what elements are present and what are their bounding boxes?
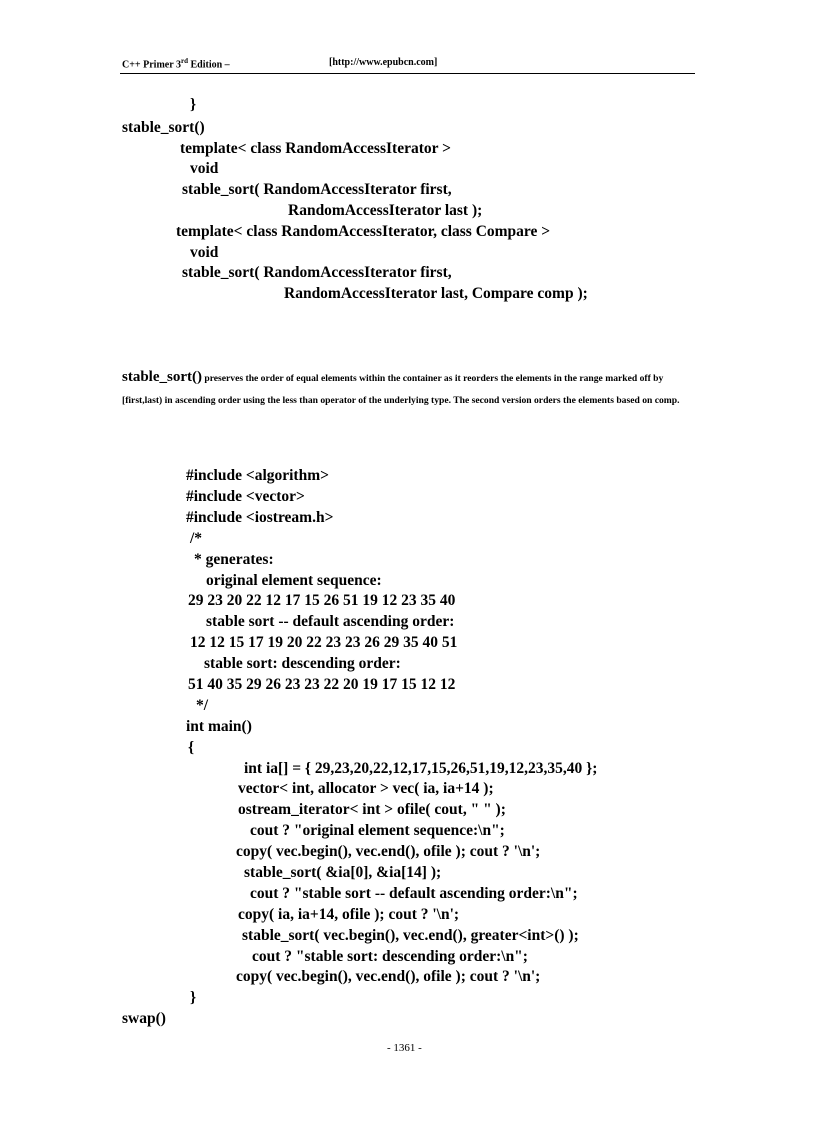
code-line: /* xyxy=(190,530,203,547)
code-line: RandomAccessIterator last ); xyxy=(288,202,483,219)
code-line: copy( vec.begin(), vec.end(), ofile ); cout ? '\n'; xyxy=(236,968,541,985)
code-line: 12 12 15 17 19 20 22 23 23 26 29 35 40 51 xyxy=(190,634,458,651)
code-line: original element sequence: xyxy=(206,572,382,589)
code-line: cout ? "original element sequence:\n"; xyxy=(250,822,505,839)
code-line: template< class RandomAccessIterator, class Compare > xyxy=(176,223,551,240)
code-line: stable_sort( RandomAccessIterator first, xyxy=(182,181,452,198)
code-line: cout ? "stable sort: descending order:\n"; xyxy=(252,948,528,965)
code-line: 51 40 35 29 26 23 23 22 20 19 17 15 12 12 xyxy=(188,676,456,693)
section-heading-stable-sort: stable_sort() xyxy=(122,119,205,136)
code-line: RandomAccessIterator last, Compare comp ); xyxy=(284,285,588,302)
code-line: stable_sort( &ia[0], &ia[14] ); xyxy=(244,864,442,881)
code-line: copy( vec.begin(), vec.end(), ofile ); cout ? '\n'; xyxy=(236,843,541,860)
code-line: stable sort -- default ascending order: xyxy=(206,613,455,630)
description-paragraph: stable_sort() preserves the order of equal elements within the container as it reorders the elements in the range marked off by [first,last) in ascending order using the less than operator of the underlying type. The second version orders the elements based on comp. xyxy=(122,369,680,406)
code-line: cout ? "stable sort -- default ascending order:\n"; xyxy=(250,885,578,902)
code-line: int ia[] = { 29,23,20,22,12,17,15,26,51,19,12,23,35,40 }; xyxy=(244,760,598,777)
code-line: template< class RandomAccessIterator > xyxy=(180,140,451,157)
code-line: */ xyxy=(196,697,209,714)
code-line: stable_sort( vec.begin(), vec.end(), greater<int>() ); xyxy=(242,927,579,944)
section-heading-swap: swap() xyxy=(122,1010,166,1027)
code-line: #include <iostream.h> xyxy=(186,509,334,526)
header-rule xyxy=(120,73,695,74)
closing-brace: } xyxy=(190,96,197,113)
page-number: - 1361 - xyxy=(387,1042,422,1054)
code-line: #include <vector> xyxy=(186,488,305,505)
code-line: #include <algorithm> xyxy=(186,467,329,484)
code-line: int main() xyxy=(186,718,252,735)
code-line: stable sort: descending order: xyxy=(204,655,401,672)
function-name: stable_sort() xyxy=(122,369,202,385)
running-header-url: [http://www.epubcn.com] xyxy=(329,57,438,68)
code-line: 29 23 20 22 12 17 15 26 51 19 12 23 35 40 xyxy=(188,592,456,609)
code-line: } xyxy=(190,989,197,1006)
code-line: void xyxy=(190,244,219,261)
code-line: vector< int, allocator > vec( ia, ia+14 ); xyxy=(238,780,494,797)
code-line: * generates: xyxy=(194,551,274,568)
code-line: void xyxy=(190,160,219,177)
code-line: copy( ia, ia+14, ofile ); cout ? '\n'; xyxy=(238,906,460,923)
code-line: ostream_iterator< int > ofile( cout, " " ); xyxy=(238,801,506,818)
code-line: { xyxy=(188,739,195,756)
running-header-title: C++ Primer 3rd Edition – xyxy=(122,57,230,71)
code-line: stable_sort( RandomAccessIterator first, xyxy=(182,264,452,281)
